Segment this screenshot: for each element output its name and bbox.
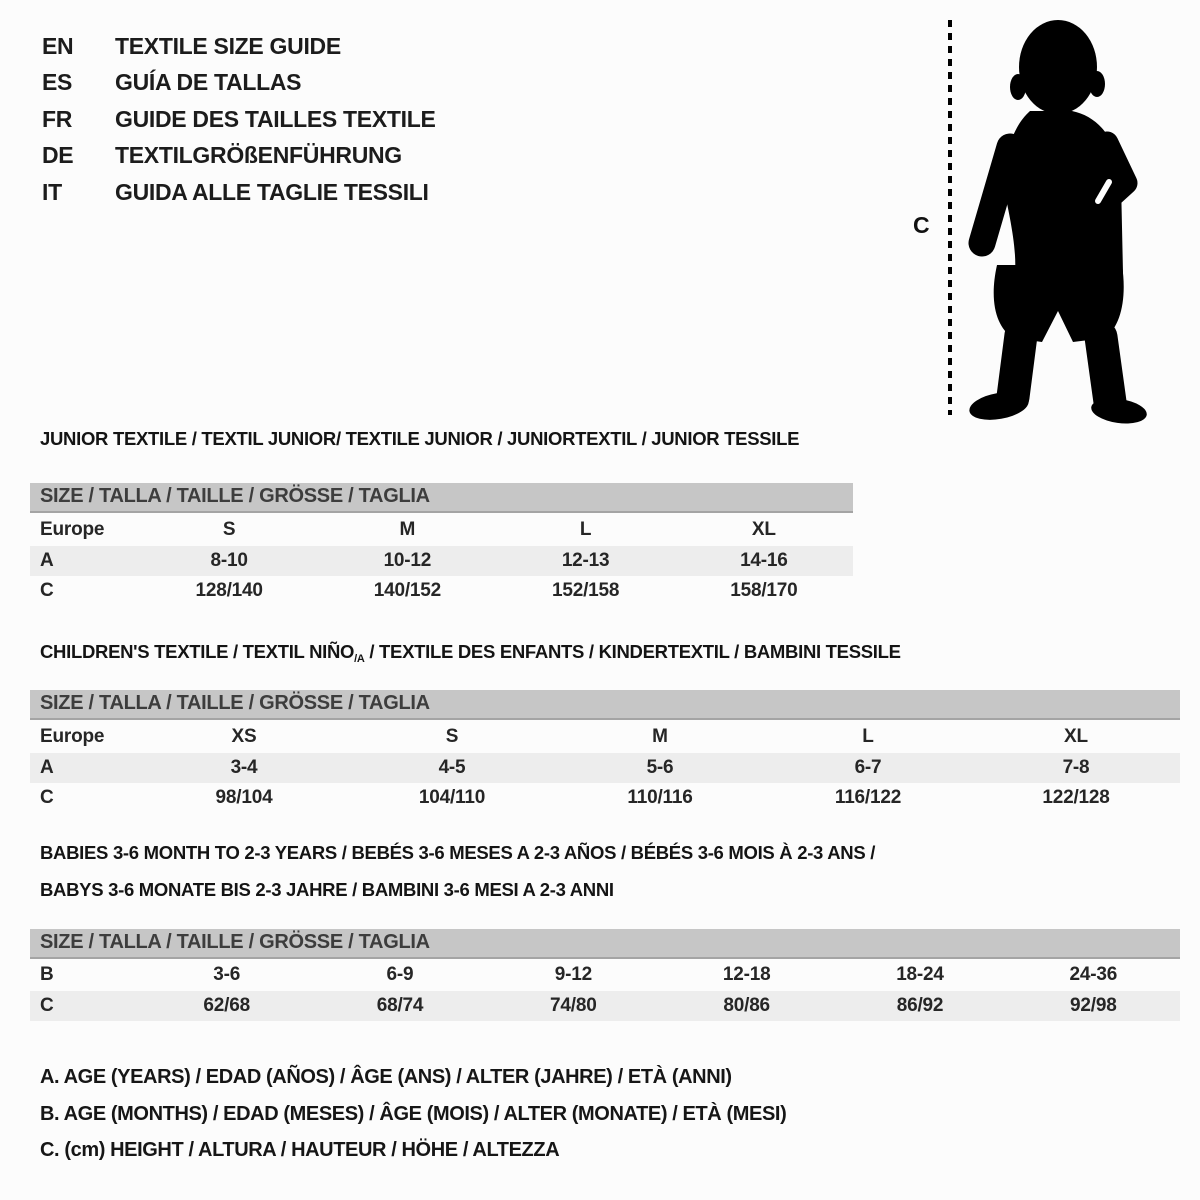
size-cell: L (579, 519, 592, 541)
size-cell: 116/122 (834, 787, 902, 809)
size-cell: 110/116 (627, 787, 693, 809)
size-cell: 8-10 (210, 549, 248, 571)
size-cell: 18-24 (896, 964, 944, 986)
size-cell: L (862, 726, 874, 748)
language-label: TEXTILGRÖßENFÜHRUNG (115, 142, 402, 169)
measurement-legend (40, 1066, 786, 1176)
table-row (30, 960, 1180, 991)
size-cell: M (652, 726, 668, 748)
language-row-fr (42, 101, 436, 138)
size-cell: 12-13 (561, 549, 610, 571)
language-row-de (42, 138, 436, 175)
size-cell: 24-36 (1069, 964, 1118, 986)
height-measure-label: C (913, 212, 930, 238)
size-cell: 122/128 (1042, 787, 1110, 809)
size-cell: 98/104 (215, 787, 273, 809)
title-line-1: BABIES 3-6 MONTH TO 2-3 YEARS / BEBÉS 3-6 MESES A 2-3 AÑOS / BÉBÉS 3-6 MOIS À 2-3 ANS / (40, 842, 876, 863)
title-text: CHILDREN'S TEXTILE / TEXTIL NIÑO (40, 641, 355, 662)
legend-line-a: A. AGE (YEARS) / EDAD (AÑOS) / ÂGE (ANS) / ALTER (JAHRE) / ETÀ (ANNI) (40, 1066, 732, 1088)
size-cell: 3-4 (230, 756, 258, 778)
language-code: DE (42, 142, 74, 169)
size-cell: 92/98 (1070, 994, 1117, 1016)
language-code: ES (42, 69, 73, 96)
language-label: GUÍA DE TALLAS (115, 69, 302, 96)
size-cell: 6-7 (854, 756, 882, 778)
size-cell: 9-12 (554, 964, 592, 986)
row-label: A (40, 756, 54, 778)
size-cell: S (445, 726, 459, 748)
size-cell: 104/110 (418, 787, 486, 809)
section-title-babies (40, 841, 875, 915)
title-line-2: BABYS 3-6 MONATE BIS 2-3 JAHRE / BAMBINI 3-6 MESI A 2-3 ANNI (40, 879, 614, 900)
children-size-table (30, 722, 1180, 814)
size-cell: 14-16 (740, 549, 788, 571)
language-code: FR (42, 105, 73, 132)
baby-silhouette-icon (900, 5, 1150, 425)
language-row-en (42, 28, 436, 65)
size-header-bar: SIZE / TALLA / TAILLE / GRÖSSE / TAGLIA (30, 929, 1180, 959)
legend-line-b: B. AGE (MONTHS) / EDAD (MESES) / ÂGE (MOIS) / ALTER (MONATE) / ETÀ (MESI) (40, 1102, 787, 1125)
language-label: GUIDA ALLE TAGLIE TESSILI (115, 178, 429, 205)
size-cell: 4-5 (438, 756, 466, 778)
language-row-it (42, 174, 436, 211)
size-cell: 5-6 (646, 756, 674, 778)
size-cell: XL (751, 519, 776, 541)
table-row (30, 546, 853, 577)
size-cell: 152/158 (551, 580, 620, 602)
size-cell: 7-8 (1062, 756, 1090, 778)
size-cell: 74/80 (550, 994, 597, 1016)
row-label: C (40, 787, 54, 809)
row-label: C (40, 994, 54, 1016)
row-label: B (40, 964, 54, 986)
size-header-bar: SIZE / TALLA / TAILLE / GRÖSSE / TAGLIA (30, 483, 853, 513)
row-label: Europe (40, 519, 105, 541)
language-label: GUIDE DES TAILLES TEXTILE (115, 105, 436, 132)
title-text: / TEXTILE DES ENFANTS / KINDERTEXTIL / BAMBINI TESSILE (364, 641, 901, 662)
language-label: TEXTILE SIZE GUIDE (115, 32, 341, 59)
size-cell: 158/170 (730, 580, 798, 602)
table-row (30, 991, 1180, 1022)
size-header-bar: SIZE / TALLA / TAILLE / GRÖSSE / TAGLIA (30, 690, 1180, 720)
size-cell: 12-18 (722, 964, 771, 986)
junior-size-table (30, 515, 853, 607)
table-row (30, 722, 1180, 753)
babies-size-table (30, 960, 1180, 1021)
size-cell: 140/152 (373, 580, 442, 602)
size-cell: 10-12 (383, 549, 432, 571)
language-row-es (42, 65, 436, 102)
size-cell: 62/68 (203, 994, 250, 1016)
size-cell: 80/86 (723, 994, 770, 1016)
size-cell: M (399, 519, 416, 541)
section-title-junior: JUNIOR TEXTILE / TEXTIL JUNIOR/ TEXTILE JUNIOR / JUNIORTEXTIL / JUNIOR TESSILE (40, 428, 800, 449)
language-code: IT (42, 178, 62, 205)
section-title-children (40, 641, 901, 665)
table-row (30, 753, 1180, 784)
size-cell: S (222, 519, 236, 541)
language-title-list (42, 28, 436, 211)
size-cell: XL (1064, 726, 1088, 748)
size-cell: 128/140 (195, 580, 263, 602)
size-cell: 68/74 (376, 994, 424, 1016)
language-code: EN (42, 32, 74, 59)
size-cell: XS (231, 726, 257, 748)
title-subscript: /A (354, 653, 365, 665)
size-cell: 6-9 (386, 964, 414, 986)
legend-line-c: C. (cm) HEIGHT / ALTURA / HAUTEUR / HÖHE / ALTEZZA (40, 1139, 560, 1161)
row-label: C (40, 580, 54, 602)
row-label: A (40, 549, 54, 571)
size-cell: 3-6 (213, 964, 241, 986)
table-row (30, 783, 1180, 814)
table-row (30, 515, 853, 546)
row-label: Europe (40, 726, 105, 748)
table-row (30, 576, 853, 607)
toddler-figure (967, 20, 1148, 425)
size-cell: 86/92 (896, 994, 944, 1016)
